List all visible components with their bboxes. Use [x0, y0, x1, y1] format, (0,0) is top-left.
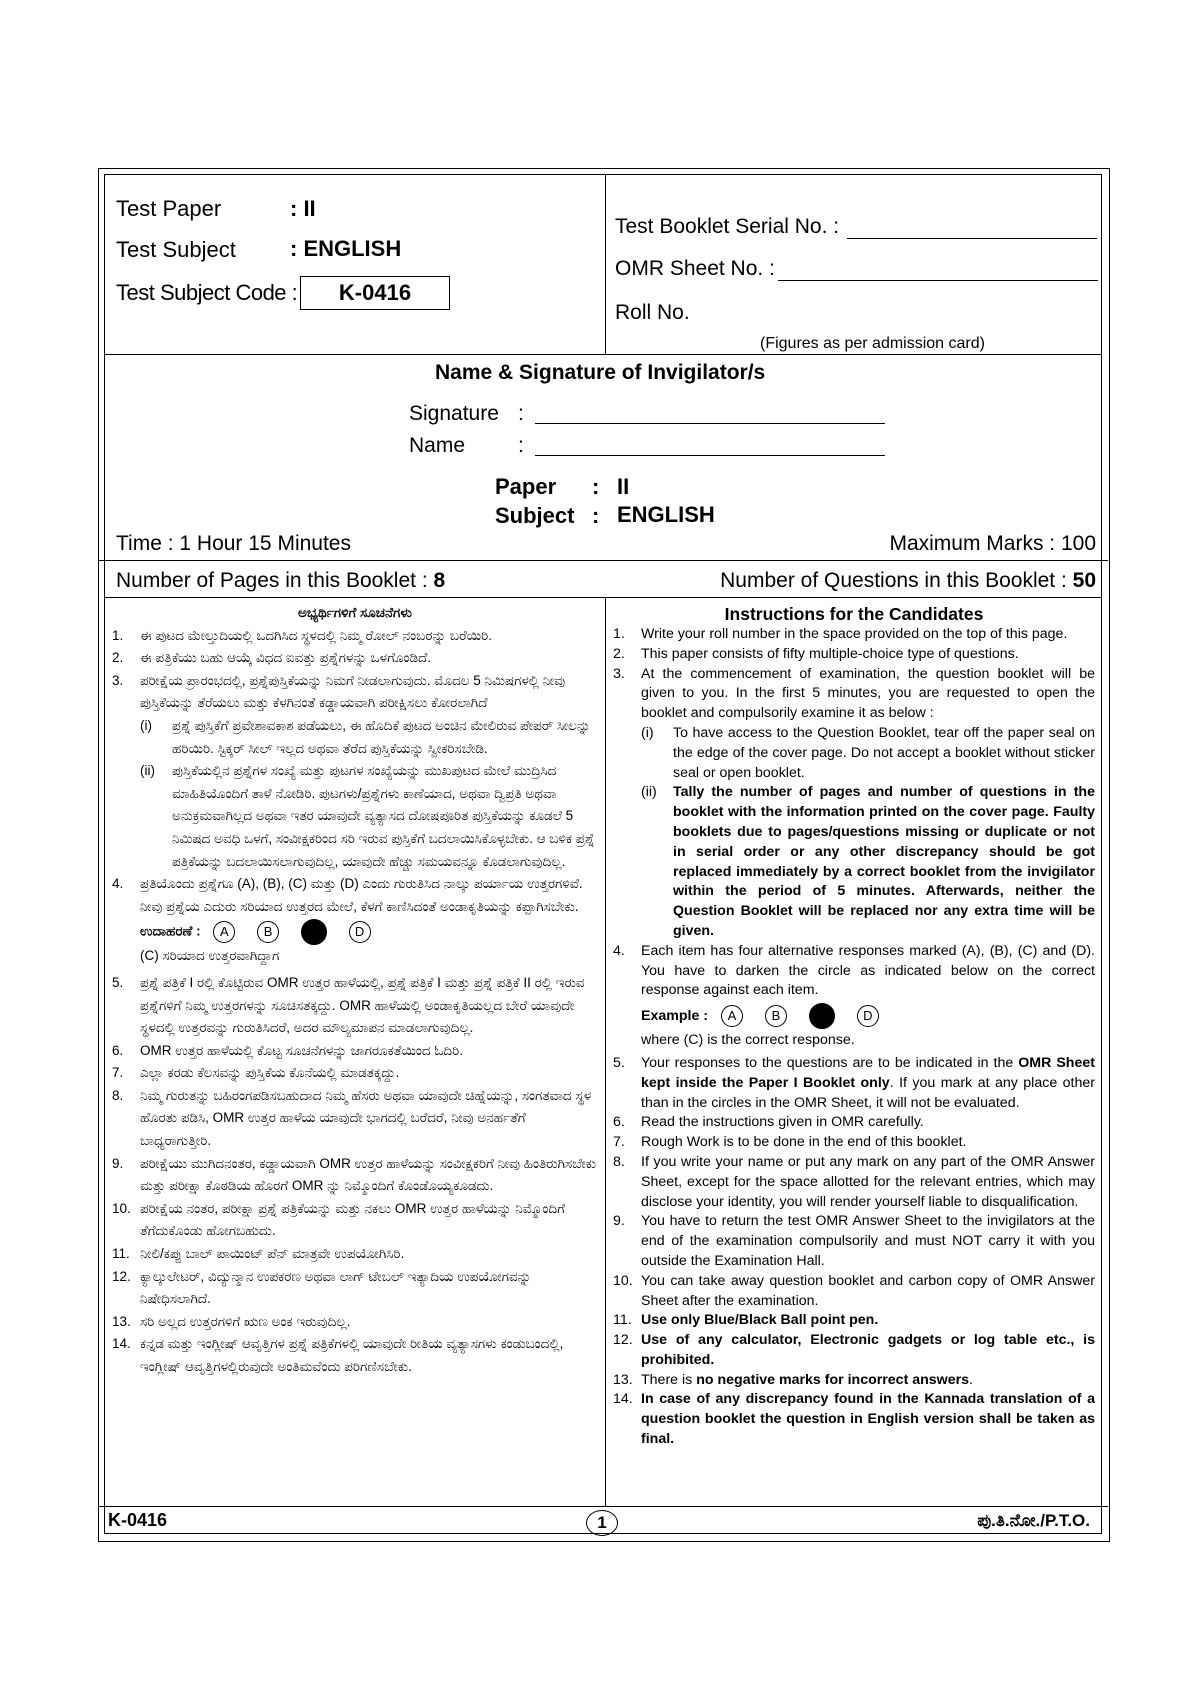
item-text: You can take away question booklet and carbon copy of OMR Answer Sheet after the examination. [641, 1272, 1095, 1309]
subject-value: ENGLISH [617, 502, 715, 527]
item-number: 2. [112, 650, 124, 666]
circle-d-icon: D [857, 1005, 879, 1027]
list-item [613, 665, 1095, 724]
item-text: ಪರೀಕ್ಷೆಯು ಮುಗಿದನಂತರ, ಕಡ್ಡಾಯವಾಗಿ OMR ಉತ್ತರ ಹಾಳೆಯನ್ನು ಸಂವೀಕ್ಷಕರಿಗೆ ನೀವು ಹಿಂತಿರುಗಿಸಬೇಕು ಮತ್ತು ಪರೀಕ್ಷಾ ಕೊಠಡಿಯ ಹೊರಗೆ OMR ನ್ನು ನಿಮ್ಮೊಂದಿಗೆ ಕೊಂಡೊಯ್ಯಕೂಡದು. [140, 1155, 597, 1194]
list-item [112, 972, 598, 1040]
list-item [613, 645, 1095, 665]
questions-value: 50 [1072, 569, 1096, 592]
name-line [535, 455, 885, 456]
list-item [112, 1266, 598, 1311]
pages-count [116, 569, 445, 593]
list-item [613, 1054, 1095, 1113]
item-text: There is [641, 1371, 697, 1388]
item-text: This paper consists of fifty multiple-choice type of questions. [641, 645, 1019, 662]
kannada-list-1 [112, 625, 598, 919]
list-item [112, 1243, 598, 1266]
instructions-divider [605, 597, 606, 1506]
item-number: 3. [112, 672, 124, 688]
list-item [112, 760, 598, 873]
signature-label: Signature [409, 402, 499, 425]
item-number: 9. [112, 1155, 124, 1171]
list-item [112, 1040, 598, 1063]
item-number: 4. [112, 876, 124, 892]
kannada-example [112, 919, 598, 945]
signature-colon: : [518, 402, 524, 425]
english-example-note: where (C) is the correct response. [641, 1032, 855, 1049]
counts-bottom-line [104, 597, 1102, 598]
item-number: 1. [112, 627, 124, 643]
test-paper-label: Test Paper [116, 196, 222, 221]
item-number: 12. [613, 1332, 633, 1349]
item-number: 5. [613, 1054, 625, 1071]
item-text: Write your roll number in the space provided on the top of this page. [641, 626, 1068, 642]
item-number: 10. [613, 1272, 633, 1289]
item-text: ನೀಲಿ/ಕಪ್ಪು ಬಾಲ್ ಪಾಯಿಂಟ್ ಪೆನ್ ಮಾತ್ರವೇ ಉಪಯೋಗಿಸಿರಿ. [140, 1246, 405, 1262]
list-item [613, 1331, 1095, 1371]
list-item [112, 1153, 598, 1198]
list-item [112, 670, 598, 715]
item-number: 6. [112, 1042, 124, 1058]
item-text: OMR Sheet kept inside the Paper I Booklet only [641, 1054, 1095, 1091]
max-marks-text: Maximum Marks : 100 [889, 532, 1096, 555]
paper-colon: : [592, 474, 600, 499]
invigilator-heading: Name & Signature of Invigilator/s [435, 361, 766, 384]
list-item [112, 625, 598, 648]
item-text: Your responses to the questions are to be indicated in the [641, 1054, 1019, 1071]
list-item [613, 724, 1095, 783]
list-item [613, 1212, 1095, 1271]
item-text: ಪ್ರತಿಯೊಂದು ಪ್ರಶ್ನೆಗೂ (A), (B), (C) ಮತ್ತು (D) ಎಂದು ಗುರುತಿಸಿದ ನಾಲ್ಕು ಪರ್ಯಾಯ ಉತ್ತರಗಳಿವೆ. ನೀವು ಪ್ರಶ್ನೆಯ ಎದುರು ಸರಿಯಾದ ಉತ್ತರದ ಮೇಲೆ, ಕೆಳಗೆ ಕಾಣಿಸಿದಂತೆ ಅಂಡಾಕೃತಿಯನ್ನು ಕಪ್ಪಾಗಿಸಬೇಕು. [140, 876, 583, 914]
serial-label: Test Booklet Serial No. : [615, 215, 840, 238]
test-subject-value: : ENGLISH [290, 236, 402, 261]
item-text: no negative marks for incorrect answers [696, 1371, 970, 1388]
item-text: At the commencement of examination, the question booklet will be given to you. In the first 5 minutes, you are requested to open the booklet and compulsorily examine it as below : [641, 665, 1095, 722]
list-item [613, 1272, 1095, 1312]
list-item [112, 1085, 598, 1153]
item-number: 14. [112, 1336, 131, 1352]
footer-code: K-0416 [108, 1510, 168, 1530]
time-text: Time : 1 Hour 15 Minutes [116, 532, 351, 555]
list-item [613, 1133, 1095, 1153]
item-number: 12. [112, 1268, 131, 1284]
item-text: Tally the number of pages and number of questions in the booklet with the information printed on the cover page. Faulty booklets due to pages/questions missing or duplicate or not in serial order or any other discrepancy should be got replaced immediately by a correct booklet from the invigilator within the period of 5 minutes. Afterwards, neither the Question Booklet will be replaced nor any extra time will be given. [673, 784, 1095, 939]
item-text: ನಿಮ್ಮ ಗುರುತನ್ನು ಬಹಿರಂಗಪಡಿಸಬಹುದಾದ ನಿಮ್ಮ ಹೆಸರು ಅಥವಾ ಯಾವುದೇ ಚಿಹ್ನೆಯನ್ನು, ಸಂಗತವಾದ ಸ್ಥಳ ಹೊರತು ಪಡಿಸಿ, OMR ಉತ್ತರ ಹಾಳೆಯ ಯಾವುದೇ ಭಾಗದಲ್ಲಿ ಬರೆದರೆ, ನೀವು ಅನರ್ಹತೆಗೆ ಬಾಧ್ಯರಾಗುತ್ತೀರಿ. [140, 1087, 592, 1149]
list-item [613, 1113, 1095, 1133]
signature-line [535, 423, 885, 424]
kannada-instructions [112, 602, 598, 1379]
test-subject-code-box: K-0416 [300, 276, 450, 310]
item-number: 7. [112, 1065, 124, 1081]
item-text: ಪುಸ್ತಿಕೆಯಲ್ಲಿನ ಪ್ರಶ್ನೆಗಳ ಸಂಖ್ಯೆ ಮತ್ತು ಪುಟಗಳ ಸಂಖ್ಯೆಯನ್ನು ಮುಖಪುಟದ ಮೇಲೆ ಮುದ್ರಿಸಿದ ಮಾಹಿತಿಯೊಂದಿಗೆ ತಾಳೆ ನೋಡಿರಿ. ಪುಟಗಳು/ಪ್ರಶ್ನೆಗಳು ಕಾಣೆಯಾದ, ಅಥವಾ ದ್ವಿಪ್ರತಿ ಅಥವಾ ಅನುಕ್ರಮವಾಗಿಲ್ಲದ ಅಥವಾ ಇತರ ಯಾವುದೇ ವ್ಯತ್ಯಾಸದ ದೋಷಪೂರಿತ ಪುಸ್ತಿಕೆಯನ್ನು ಕೂಡಲೆ 5 ನಿಮಿಷದ ಅವಧಿ ಒಳಗೆ, ಸಂವೀಕ್ಷಕರಿಂದ ಸರಿ ಇರುವ ಪುಸ್ತಿಕೆಗೆ ಬದಲಾಯಿಸಿಕೊಳ್ಳಬೇಕು. ಆ ಬಳಿಕ ಪ್ರಶ್ನೆ ಪತ್ರಿಕೆಯನ್ನು ಬದಲಾಯಿಸಲಾಗುವುದಿಲ್ಲ, ಯಾವುದೇ ಹೆಚ್ಚು ಸಮಯವನ್ನೂ ಕೊಡಲಾಗುವುದಿಲ್ಲ. [172, 763, 595, 869]
kannada-list-2 [112, 972, 598, 1379]
item-number: 5. [112, 974, 124, 990]
item-number: 14. [613, 1391, 633, 1408]
list-item [112, 1311, 598, 1334]
item-number: 6. [613, 1114, 625, 1131]
item-number: 13. [613, 1371, 633, 1388]
list-item [112, 1333, 598, 1378]
english-example [613, 1003, 1095, 1029]
english-list-2 [613, 1054, 1095, 1450]
item-number: (i) [641, 724, 654, 741]
list-item [112, 715, 598, 760]
pages-value: 8 [433, 569, 446, 592]
header-bottom-line [104, 354, 1102, 355]
kannada-example-label: ಉದಾಹರಣೆ : [140, 923, 201, 939]
figures-note: (Figures as per admission card) [760, 335, 985, 352]
filled-circle-icon [809, 1003, 835, 1029]
test-subject-label: Test Subject [116, 237, 236, 262]
list-item [613, 625, 1095, 645]
item-number: (ii) [641, 784, 657, 801]
item-text: Use of any calculator, Electronic gadgets or log table etc., is prohibited. [641, 1332, 1095, 1368]
list-item [613, 1153, 1095, 1212]
list-item [112, 873, 598, 918]
header-divider [605, 174, 606, 354]
item-number: 1. [613, 626, 625, 642]
roll-label: Roll No. [615, 301, 690, 324]
item-text: . [969, 1371, 973, 1388]
item-number: (ii) [140, 763, 155, 779]
item-number: 2. [613, 645, 625, 662]
item-number: 3. [613, 665, 625, 682]
questions-count [720, 569, 1096, 593]
item-text: ಎಲ್ಲಾ ಕರಡು ಕೆಲಸವನ್ನು ಪುಸ್ತಿಕೆಯ ಕೊನೆಯಲ್ಲಿ ಮಾಡತಕ್ಕದ್ದು. [140, 1065, 400, 1081]
kannada-example-note: (C) ಸರಿಯಾದ ಉತ್ತರವಾಗಿದ್ದಾಗ [140, 948, 280, 964]
item-text: ಪರೀಕ್ಷೆಯ ನಂತರ, ಪರೀಕ್ಷಾ ಪ್ರಶ್ನೆ ಪತ್ರಿಕೆಯನ್ನು ಮತ್ತು ನಕಲು OMR ಉತ್ತರ ಹಾಳೆಯನ್ನು ನಿಮ್ಮೊಂದಿಗೆ ತೆಗೆದುಕೊಂಡು ಹೋಗಬಹುದು. [140, 1200, 565, 1239]
item-text: Use only Blue/Black Ball point pen. [641, 1312, 879, 1329]
list-item [613, 1371, 1095, 1391]
kannada-heading: ಅಭ್ಯರ್ಥಿಗಳಿಗೆ ಸೂಚನೆಗಳು [298, 605, 412, 620]
item-text: You have to return the test OMR Answer Sheet to the invigilators at the end of the examination compulsorily and must NOT carry it with you outside the Examination Hall. [641, 1213, 1095, 1269]
item-number: 8. [613, 1153, 625, 1170]
item-number: 9. [613, 1213, 625, 1230]
serial-line [847, 238, 1097, 239]
footer-top-line [98, 1506, 1108, 1507]
item-text: If you write your name or put any mark on any part of the OMR Answer Sheet, except for the space allotted for the relevant entries, which may disclose your identity, you will render yourself liable to disqualification. [641, 1153, 1095, 1210]
item-number: 11. [112, 1246, 130, 1262]
omr-label: OMR Sheet No. : [615, 257, 775, 280]
paper-value: II [617, 474, 630, 499]
circle-a-icon: A [721, 1005, 743, 1027]
subject-label: Subject [495, 503, 575, 528]
paper-label: Paper [495, 474, 557, 499]
item-number: 8. [112, 1087, 124, 1103]
item-text: ಕ್ಯಾಲ್ಕುಲೇಟರ್, ವಿದ್ಯುನ್ಮಾನ ಉಪಕರಣ ಅಥವಾ ಲಾಗ್ ಟೇಬಲ್ ಇತ್ಯಾದಿಯ ಉಪಯೋಗವನ್ನು ನಿಷೇಧಿಸಲಾಗಿದೆ. [140, 1268, 532, 1307]
list-item [613, 942, 1095, 1001]
item-text: ಕನ್ನಡ ಮತ್ತು ಇಂಗ್ಲೀಷ್ ಆವೃತ್ತಿಗಳ ಪ್ರಶ್ನೆ ಪತ್ರಿಕೆಗಳಲ್ಲಿ ಯಾವುದೇ ರೀತಿಯ ವ್ಯತ್ಯಾಸಗಳು ಕಂಡುಬಂದಲ್ಲಿ, ಇಂಗ್ಲೀಷ್ ಆವೃತ್ತಿಗಳಲ್ಲಿರುವುದೇ ಅಂತಿಮವೆಂದು ಪರಿಗಣಿಸಬೇಕು. [140, 1336, 564, 1374]
filled-circle-icon [301, 919, 327, 945]
name-colon: : [518, 434, 524, 457]
english-example-label: Example : [641, 1007, 709, 1024]
item-text: ಪರೀಕ್ಷೆಯ ಪ್ರಾರಂಭದಲ್ಲಿ, ಪ್ರಶ್ನೆಪುಸ್ತಿಕೆಯನ್ನು ನಿಮಗೆ ನೀಡಲಾಗುವುದು. ಮೊದಲ 5 ನಿಮಿಷಗಳಲ್ಲಿ ನೀವು ಪುಸ್ತಿಕೆಯನ್ನು ತೆರೆಯಲು ಮತ್ತು ಕೆಳಗಿನಂತೆ ಕಡ್ಡಾಯವಾಗಿ ಪರೀಕ್ಷಿಸಲು ಕೋರಲಾಗಿದೆ [140, 672, 566, 711]
counts-top-line [98, 560, 1108, 561]
item-text: ಈ ಪುಟದ ಮೇಲ್ತುದಿಯಲ್ಲಿ ಒದಗಿಸಿದ ಸ್ಥಳದಲ್ಲಿ ನಿಮ್ಮ ರೋಲ್ ನಂಬರನ್ನು ಬರೆಯಿರಿ. [140, 627, 493, 643]
list-item [112, 647, 598, 670]
pages-label: Number of Pages in this Booklet : [116, 569, 434, 592]
item-number: 11. [613, 1312, 632, 1329]
circle-b-icon: B [765, 1005, 787, 1027]
item-text: . If you mark at any place other than in the circles in the OMR Sheet, it will not be evaluated. [641, 1074, 1095, 1111]
questions-label: Number of Questions in this Booklet : [720, 569, 1073, 592]
name-label: Name [409, 434, 466, 457]
circle-d-icon: D [349, 921, 371, 943]
item-text: Read the instructions given in OMR carefully. [641, 1114, 924, 1131]
item-text: OMR ಉತ್ತರ ಹಾಳೆಯಲ್ಲಿ ಕೊಟ್ಟ ಸೂಚನೆಗಳನ್ನು ಜಾಗರೂಕತೆಯಿಂದ ಓದಿರಿ. [140, 1042, 464, 1058]
item-number: 7. [613, 1134, 625, 1151]
english-instructions [613, 603, 1095, 1450]
item-text: Each item has four alternative responses marked (A), (B), (C) and (D). You have to darken the circle as indicated below on the correct response against each item. [641, 942, 1095, 999]
item-text: To have access to the Question Booklet, tear off the paper seal on the edge of the cover page. Do not accept a booklet without sticker seal or open booklet. [673, 724, 1095, 781]
omr-line [778, 280, 1098, 281]
item-text: Rough Work is to be done in the end of this booklet. [641, 1134, 967, 1151]
item-text: ಸರಿ ಅಲ್ಲದ ಉತ್ತರಗಳಿಗೆ ಋಣ ಅಂಕ ಇರುವುದಿಲ್ಲ. [140, 1313, 351, 1329]
item-text: In case of any discrepancy found in the Kannada translation of a question booklet the question in English version shall be taken as final. [641, 1391, 1095, 1448]
test-subject-code-label: Test Subject Code : [116, 280, 298, 305]
list-item [613, 1390, 1095, 1449]
subject-colon: : [592, 503, 600, 528]
english-heading: Instructions for the Candidates [724, 604, 984, 624]
item-text: ಪ್ರಶ್ನೆ ಪುಸ್ತಿಕೆಗೆ ಪ್ರವೇಶಾವಕಾಶ ಪಡೆಯಲು, ಈ ಹೊದಿಕೆ ಪುಟದ ಅಂಚಿನ ಮೇಲಿರುವ ಪೇಪರ್ ಸೀಲನ್ನು ಹರಿಯಿರಿ. ಸ್ಟಿಕ್ಕರ್ ಸೀಲ್ ಇಲ್ಲದ ಅಥವಾ ತೆರೆದ ಪುಸ್ತಿಕೆಯನ್ನು ಸ್ವೀಕರಿಸಬೇಡಿ. [172, 717, 591, 756]
list-item [112, 1198, 598, 1243]
english-list-1 [613, 625, 1095, 1001]
circle-b-icon: B [257, 921, 279, 943]
circle-a-icon: A [213, 921, 235, 943]
item-number: (i) [140, 717, 152, 733]
list-item [112, 1062, 598, 1085]
list-item [613, 1311, 1095, 1331]
item-number: 10. [112, 1200, 131, 1216]
pto-text: ಪು.ತಿ.ನೋ./P.T.O. [977, 1511, 1090, 1530]
page-number: 1 [586, 1510, 618, 1536]
item-text: ಈ ಪತ್ರಿಕೆಯು ಬಹು ಆಯ್ಕೆ ವಿಧದ ಐವತ್ತು ಪ್ರಶ್ನೆಗಳನ್ನು ಒಳಗೊಂಡಿದೆ. [140, 650, 432, 666]
item-text: ಪ್ರಶ್ನೆ ಪತ್ರಿಕೆ I ರಲ್ಲಿ ಕೊಟ್ಟಿರುವ OMR ಉತ್ತರ ಹಾಳೆಯಲ್ಲಿ, ಪ್ರಶ್ನೆ ಪತ್ರಿಕೆ I ಮತ್ತು ಪ್ರಶ್ನೆ ಪತ್ರಿಕೆ II ರಲ್ಲಿ ಇರುವ ಪ್ರಶ್ನೆಗಳಿಗೆ ನಿಮ್ಮ ಉತ್ತರಗಳನ್ನು ಸೂಚಿಸತಕ್ಕದ್ದು. OMR ಹಾಳೆಯಲ್ಲಿ ಅಂಡಾಕೃತಿಯಲ್ಲದ ಬೇರೆ ಯಾವುದೇ ಸ್ಥಳದಲ್ಲಿ ಉತ್ತರವನ್ನು ಗುರುತಿಸಿದರೆ, ಅದರ ಮೌಲ್ಯಮಾಪನ ಮಾಡಲಾಗುವುದಿಲ್ಲ. [140, 974, 585, 1036]
item-number: 4. [613, 942, 625, 959]
list-item [613, 783, 1095, 941]
test-paper-value: : II [290, 196, 316, 221]
item-number: 13. [112, 1313, 131, 1329]
